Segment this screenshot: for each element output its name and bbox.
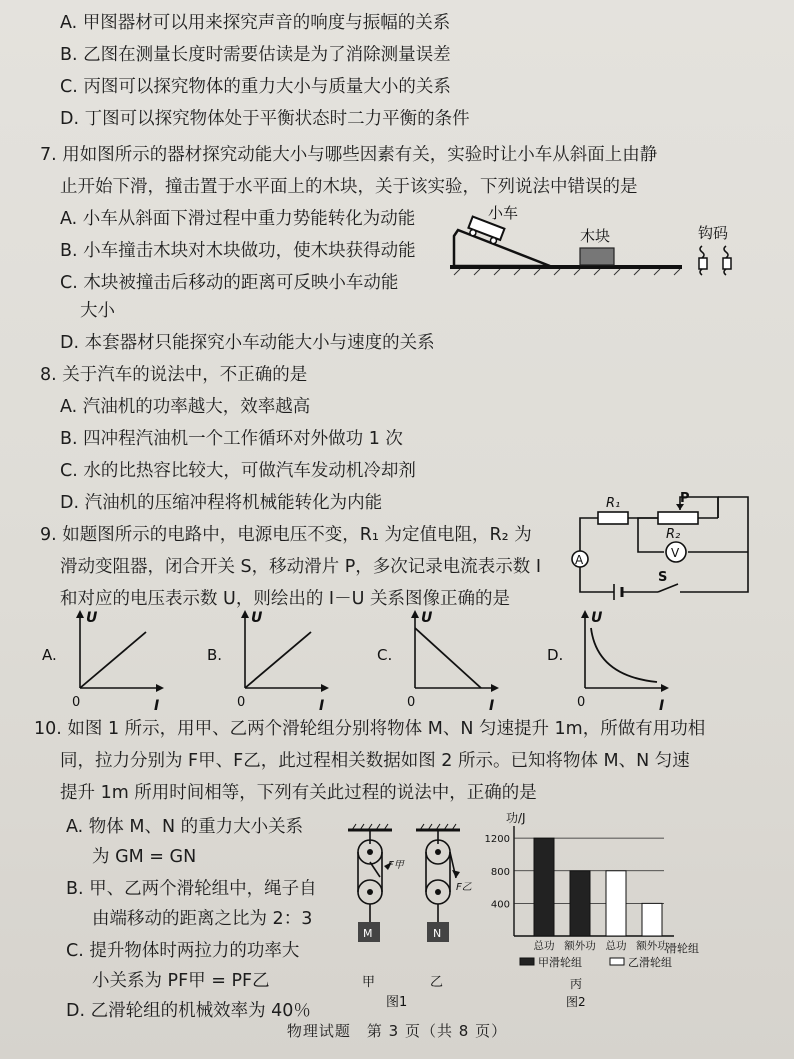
origin-label: 0 bbox=[72, 695, 81, 710]
chart-bar bbox=[570, 871, 590, 936]
q10-stem-line1: 10. 如图 1 所示，用甲、乙两个滑轮组分别将物体 M、N 匀速提升 1m，所做有用功相 bbox=[34, 719, 706, 739]
q9-stem-line2: 滑动变阻器，闭合开关 S，移动滑片 P，多次记录电流表示数 I bbox=[60, 557, 542, 577]
x-axis-arrow bbox=[321, 684, 329, 692]
origin-label: 0 bbox=[577, 695, 586, 710]
q10-option-b-cont: 由端移动的距离之比为 2：3 bbox=[92, 909, 313, 929]
f-yi-label: F乙 bbox=[456, 882, 472, 893]
y-axis-arrow bbox=[241, 610, 249, 618]
chart-x-axis-label: 滑轮组 bbox=[666, 942, 699, 955]
chart-legend-swatch bbox=[610, 958, 624, 965]
q9-graph-option-label: B. bbox=[207, 646, 223, 664]
q10-option-c: C. 提升物体时两拉力的功率大 bbox=[66, 941, 300, 961]
r2-label: R₂ bbox=[666, 527, 681, 542]
chart-bar bbox=[606, 871, 626, 936]
q9-circuit-diagram bbox=[568, 492, 758, 608]
q10-option-b: B. 甲、乙两个滑轮组中，绳子自 bbox=[66, 879, 317, 899]
y-axis-arrow bbox=[411, 610, 419, 618]
x-axis-arrow bbox=[156, 684, 164, 692]
q8-option-c: C. 水的比热容比较大，可做汽车发动机冷却剂 bbox=[60, 461, 416, 481]
bing-label: 丙 bbox=[570, 977, 583, 991]
voltmeter-label: V bbox=[671, 546, 680, 560]
q7-ramp-figure bbox=[440, 196, 750, 281]
chart-bar bbox=[534, 838, 554, 936]
chart-y-tick-label: 800 bbox=[490, 866, 510, 878]
q9-stem-line3: 和对应的电压表示数 U，则绘出的 I－U 关系图像正确的是 bbox=[60, 589, 510, 609]
jia-label: 甲 bbox=[362, 975, 376, 990]
q9-graph-curve bbox=[80, 632, 146, 688]
chart-legend-label: 甲滑轮组 bbox=[538, 956, 582, 969]
slider-p-label: P bbox=[680, 492, 690, 506]
q9-graph-1 bbox=[42, 610, 164, 714]
q10-option-d: D. 乙滑轮组的机械效率为 40％ bbox=[66, 1001, 311, 1021]
wood-block bbox=[580, 248, 614, 265]
q7-option-c: C. 木块被撞击后移动的距离可反映小车动能 bbox=[60, 273, 399, 293]
q7-option-c-cont: 大小 bbox=[80, 301, 115, 321]
x-axis-label: I bbox=[319, 698, 325, 714]
q10-figure1-pulleys bbox=[340, 822, 480, 1012]
yi-label: 乙 bbox=[430, 975, 444, 990]
chart-x-tick-label: 额外功 bbox=[564, 940, 596, 952]
q9-graph-options bbox=[40, 604, 760, 714]
x-axis-label: I bbox=[659, 698, 665, 714]
q9-graph-option-label: D. bbox=[547, 646, 564, 664]
chart-y-axis-label: 功/J bbox=[506, 811, 526, 825]
q7-stem-line1: 7. 用如图所示的器材探究动能大小与哪些因素有关，实验时让小车从斜面上由静 bbox=[40, 145, 658, 165]
q9-graph-curve bbox=[245, 632, 311, 688]
q10-figure2-bar-chart bbox=[474, 808, 714, 1020]
block-label: 木块 bbox=[580, 227, 611, 245]
q7-option-d: D. 本套器材只能探究小车动能大小与速度的关系 bbox=[60, 333, 435, 353]
object-m-label: M bbox=[363, 927, 373, 940]
q8-option-a: A. 汽油机的功率越大，效率越高 bbox=[60, 397, 311, 417]
q10-option-a-cont: 为 GM = GN bbox=[92, 847, 197, 867]
q6-option-d: D. 丁图可以探究物体处于平衡状态时二力平衡的条件 bbox=[60, 109, 470, 129]
q8-option-b: B. 四冲程汽油机一个工作循环对外做功 1 次 bbox=[60, 429, 403, 449]
f-jia-label: F甲 bbox=[388, 860, 404, 871]
hook-weight-icon bbox=[699, 246, 731, 275]
object-n-label: N bbox=[433, 927, 442, 940]
q9-graph-4 bbox=[547, 610, 669, 714]
q7-option-a: A. 小车从斜面下滑过程中重力势能转化为动能 bbox=[60, 209, 416, 229]
y-axis-label: U bbox=[86, 610, 98, 626]
chart-y-tick-label: 400 bbox=[490, 899, 510, 911]
q6-option-a: A. 甲图器材可以用来探究声音的响度与振幅的关系 bbox=[60, 13, 451, 33]
origin-label: 0 bbox=[237, 695, 246, 710]
chart-y-tick-label: 1200 bbox=[484, 834, 510, 846]
y-axis-label: U bbox=[251, 610, 263, 626]
q8-stem: 8. 关于汽车的说法中，不正确的是 bbox=[40, 365, 308, 385]
chart-legend-label: 乙滑轮组 bbox=[628, 956, 672, 969]
q9-graph-3 bbox=[377, 610, 499, 714]
chart-x-tick-label: 总功 bbox=[533, 940, 555, 952]
q9-graph-option-label: C. bbox=[377, 646, 393, 664]
q9-graph-curve bbox=[415, 628, 481, 688]
cart-label: 小车 bbox=[488, 204, 519, 222]
figure1-caption: 图1 bbox=[386, 995, 408, 1010]
y-axis-arrow bbox=[581, 610, 589, 618]
q10-option-a: A. 物体 M、N 的重力大小关系 bbox=[66, 817, 304, 837]
switch-label: S bbox=[658, 570, 668, 585]
q10-stem-line3: 提升 1m 所用时间相等，下列有关此过程的说法中，正确的是 bbox=[60, 783, 537, 803]
weights-label: 钩码 bbox=[698, 224, 729, 242]
chart-bar bbox=[642, 903, 662, 936]
q10-option-c-cont: 小关系为 PF甲 = PF乙 bbox=[92, 971, 270, 991]
chart-legend-swatch bbox=[520, 958, 534, 965]
q7-stem-line2: 止开始下滑，撞击置于水平面上的木块，关于该实验，下列说法中错误的是 bbox=[60, 177, 638, 197]
ammeter-label: A bbox=[575, 553, 584, 567]
x-axis-arrow bbox=[491, 684, 499, 692]
q9-graph-curve bbox=[591, 628, 657, 682]
y-axis-label: U bbox=[421, 610, 433, 626]
r1-label: R₁ bbox=[606, 496, 621, 511]
y-axis-arrow bbox=[76, 610, 84, 618]
origin-label: 0 bbox=[407, 695, 416, 710]
q9-stem-line1: 9. 如题图所示的电路中，电源电压不变，R₁ 为定值电阻，R₂ 为 bbox=[40, 525, 532, 545]
q7-option-b: B. 小车撞击木块对木块做功，使木块获得动能 bbox=[60, 241, 416, 261]
q9-graph-option-label: A. bbox=[42, 646, 57, 664]
q9-graph-2 bbox=[207, 610, 329, 714]
x-axis-label: I bbox=[154, 698, 160, 714]
figure2-caption: 图2 bbox=[566, 995, 586, 1009]
x-axis-label: I bbox=[489, 698, 495, 714]
q8-option-d: D. 汽油机的压缩冲程将机械能转化为内能 bbox=[60, 493, 383, 513]
chart-x-tick-label: 额外功 bbox=[636, 940, 668, 952]
q10-stem-line2: 同，拉力分别为 F甲、F乙，此过程相关数据如图 2 所示。已知将物体 M、N 匀速 bbox=[60, 751, 690, 771]
page-footer: 物理试题 第 3 页（共 8 页） bbox=[286, 1022, 508, 1040]
q6-option-c: C. 丙图可以探究物体的重力大小与质量大小的关系 bbox=[60, 77, 451, 97]
x-axis-arrow bbox=[661, 684, 669, 692]
q6-option-b: B. 乙图在测量长度时需要估读是为了消除测量误差 bbox=[60, 45, 451, 65]
y-axis-label: U bbox=[591, 610, 603, 626]
chart-x-tick-label: 总功 bbox=[605, 940, 627, 952]
